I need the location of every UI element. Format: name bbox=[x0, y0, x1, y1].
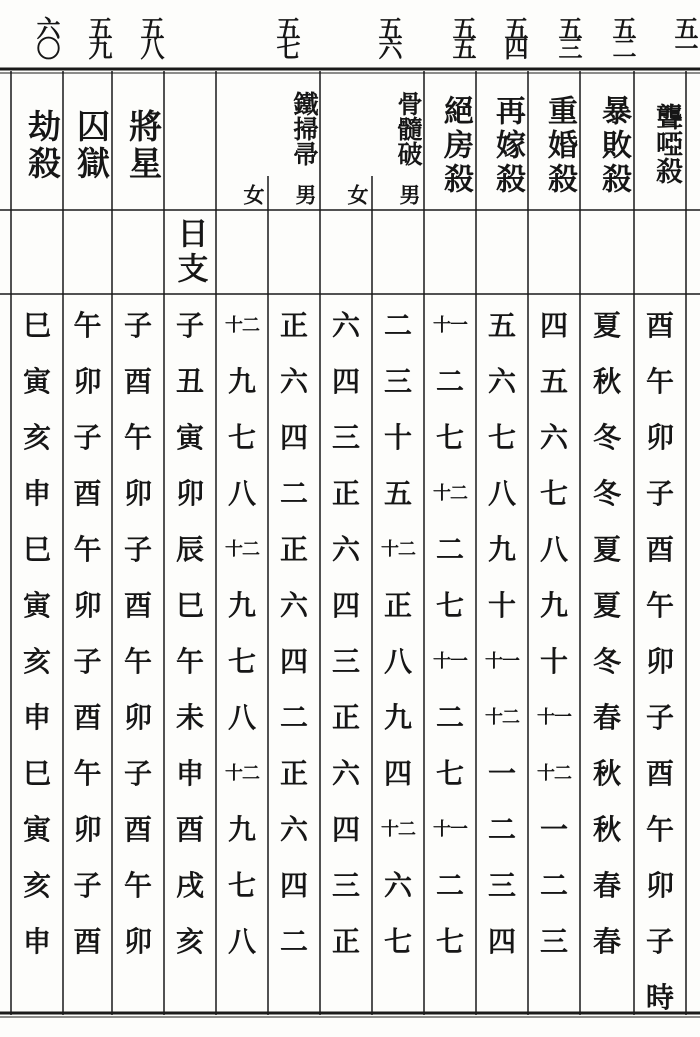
table-cell: 寅 bbox=[22, 365, 51, 398]
table-cell: 十二 bbox=[225, 539, 259, 560]
table-cell: 九 bbox=[539, 589, 568, 622]
table-cell: 卯 bbox=[645, 421, 674, 454]
table-cell: 巳 bbox=[22, 757, 51, 790]
table-cell: 辰 bbox=[175, 533, 204, 566]
header-male: 男 bbox=[397, 183, 422, 205]
table-cell: 二 bbox=[279, 925, 308, 958]
table-cell: 四 bbox=[331, 589, 360, 622]
table-cell: 戌 bbox=[175, 869, 204, 902]
header-juefangsha: 絕房殺 bbox=[438, 95, 473, 197]
column-number: 五五 bbox=[448, 16, 477, 56]
table-cell: 八 bbox=[227, 701, 256, 734]
table-cell: 六 bbox=[331, 757, 360, 790]
table-cell: 七 bbox=[435, 925, 464, 958]
table-cell: 午 bbox=[123, 645, 152, 678]
table-cell: 春 bbox=[592, 701, 621, 734]
table-cell: 夏 bbox=[592, 533, 621, 566]
table-cell: 十一 bbox=[433, 315, 467, 336]
table-cell: 四 bbox=[487, 925, 516, 958]
table-cell: 酉 bbox=[73, 701, 102, 734]
table-cell: 正 bbox=[331, 925, 360, 958]
table-cell bbox=[268, 968, 320, 1024]
table-cell: 卯 bbox=[73, 813, 102, 846]
table-cell: 五 bbox=[539, 365, 568, 398]
table-cell: 正 bbox=[279, 309, 308, 342]
table-cell: 一 bbox=[539, 813, 568, 846]
table-cell: 子 bbox=[73, 421, 102, 454]
table-cell: 申 bbox=[22, 925, 51, 958]
table-cell: 三 bbox=[539, 925, 568, 958]
table-cell: 十 bbox=[383, 421, 412, 454]
table-cell: 六 bbox=[279, 365, 308, 398]
table-cell: 二 bbox=[487, 813, 516, 846]
table-cell: 寅 bbox=[175, 421, 204, 454]
table-cell: 夏 bbox=[592, 309, 621, 342]
table-cell: 三 bbox=[331, 645, 360, 678]
table-cell bbox=[528, 968, 580, 1024]
header-jiangxing: 將星 bbox=[124, 109, 163, 183]
table-cell: 酉 bbox=[645, 757, 674, 790]
table-cell: 二 bbox=[279, 477, 308, 510]
table-cell bbox=[112, 968, 164, 1024]
table-cell: 卯 bbox=[123, 477, 152, 510]
table-cell bbox=[580, 968, 634, 1024]
table-cell: 巳 bbox=[22, 309, 51, 342]
table-cell: 寅 bbox=[22, 589, 51, 622]
table-cell: 五 bbox=[383, 477, 412, 510]
table-cell: 酉 bbox=[123, 813, 152, 846]
header-qiuyu: 囚獄 bbox=[72, 109, 111, 183]
table-cell: 八 bbox=[383, 645, 412, 678]
table-cell: 午 bbox=[175, 645, 204, 678]
table-cell: 正 bbox=[331, 477, 360, 510]
table-cell: 九 bbox=[227, 589, 256, 622]
table-cell: 七 bbox=[487, 421, 516, 454]
table-cell: 十二 bbox=[225, 763, 259, 784]
table-cell: 冬 bbox=[592, 421, 621, 454]
header-gusuipo: 骨髓破 bbox=[394, 90, 423, 166]
header-zaijiasha: 再嫁殺 bbox=[490, 95, 525, 197]
table-cell: 二 bbox=[539, 869, 568, 902]
table-cell: 二 bbox=[279, 701, 308, 734]
column-number: 五四 bbox=[500, 16, 529, 56]
table-cell: 卯 bbox=[175, 477, 204, 510]
table-cell: 六 bbox=[331, 533, 360, 566]
table-cell: 酉 bbox=[175, 813, 204, 846]
table-cell: 二 bbox=[435, 701, 464, 734]
table-cell: 春 bbox=[592, 925, 621, 958]
column-number: 六〇 bbox=[32, 16, 61, 56]
table-cell: 二 bbox=[435, 365, 464, 398]
table-cell: 卯 bbox=[73, 589, 102, 622]
table-cell: 子 bbox=[73, 869, 102, 902]
table-cell: 午 bbox=[73, 533, 102, 566]
table-cell bbox=[424, 968, 476, 1024]
table-cell: 七 bbox=[227, 645, 256, 678]
table-cell: 子 bbox=[175, 309, 204, 342]
table-cell: 午 bbox=[645, 813, 674, 846]
table-cell: 丑 bbox=[175, 365, 204, 398]
table-cell: 亥 bbox=[22, 645, 51, 678]
table-cell: 正 bbox=[279, 757, 308, 790]
table-cell: 亥 bbox=[22, 869, 51, 902]
table-cell: 酉 bbox=[123, 365, 152, 398]
table-cell: 午 bbox=[645, 589, 674, 622]
header-baobaisha: 暴敗殺 bbox=[596, 95, 631, 197]
table-cell: 十一 bbox=[485, 651, 519, 672]
header-longyasha: 聾啞殺 bbox=[651, 102, 682, 184]
table-cell: 午 bbox=[645, 365, 674, 398]
table-cell: 午 bbox=[123, 421, 152, 454]
table-cell: 七 bbox=[435, 589, 464, 622]
header-tiesaozhou: 鐵掃帚 bbox=[290, 90, 319, 166]
table-cell: 六 bbox=[539, 421, 568, 454]
table-cell bbox=[63, 968, 112, 1024]
table-cell: 九 bbox=[487, 533, 516, 566]
table-cell: 八 bbox=[539, 533, 568, 566]
table-cell: 午 bbox=[73, 757, 102, 790]
header-female: 女 bbox=[345, 183, 370, 205]
table-cell: 九 bbox=[383, 701, 412, 734]
table-cell: 申 bbox=[22, 701, 51, 734]
table-cell: 七 bbox=[539, 477, 568, 510]
table-cell: 酉 bbox=[645, 309, 674, 342]
table-cell: 五 bbox=[487, 309, 516, 342]
table-cell: 十 bbox=[539, 645, 568, 678]
table-cell bbox=[476, 968, 528, 1024]
table-cell: 申 bbox=[22, 477, 51, 510]
table-cell: 子 bbox=[123, 533, 152, 566]
table-cell: 三 bbox=[331, 421, 360, 454]
table-cell: 七 bbox=[435, 757, 464, 790]
table-cell: 六 bbox=[279, 589, 308, 622]
table-cell: 正 bbox=[331, 701, 360, 734]
table-cell: 三 bbox=[383, 365, 412, 398]
table-cell: 九 bbox=[227, 813, 256, 846]
table-cell: 二 bbox=[383, 309, 412, 342]
table-cell: 四 bbox=[279, 421, 308, 454]
table-cell: 十二 bbox=[381, 539, 415, 560]
table-cell: 午 bbox=[73, 309, 102, 342]
table-cell bbox=[11, 968, 63, 1024]
table-cell: 亥 bbox=[175, 925, 204, 958]
table-cell: 十一 bbox=[433, 651, 467, 672]
table-cell: 六 bbox=[331, 309, 360, 342]
table-cell: 九 bbox=[227, 365, 256, 398]
table-cell: 酉 bbox=[645, 533, 674, 566]
column-number: 五三 bbox=[554, 16, 583, 56]
table-cell: 七 bbox=[435, 421, 464, 454]
table-cell: 子 bbox=[645, 925, 674, 958]
table-cell: 四 bbox=[279, 869, 308, 902]
column-number: 五八 bbox=[136, 16, 165, 56]
table-cell: 寅 bbox=[22, 813, 51, 846]
table-cell: 一 bbox=[487, 757, 516, 790]
table-cell: 酉 bbox=[73, 477, 102, 510]
table-cell: 十二 bbox=[381, 819, 415, 840]
column-number: 五六 bbox=[374, 16, 403, 56]
table-cell: 十一 bbox=[433, 819, 467, 840]
table-cell: 子 bbox=[645, 701, 674, 734]
table-cell bbox=[372, 968, 424, 1024]
table-cell: 秋 bbox=[592, 365, 621, 398]
table-cell: 卯 bbox=[645, 645, 674, 678]
table-cell: 時 bbox=[645, 981, 674, 1014]
table-cell: 二 bbox=[435, 869, 464, 902]
table-cell: 十二 bbox=[537, 763, 571, 784]
table-cell: 申 bbox=[175, 757, 204, 790]
table-cell: 巳 bbox=[22, 533, 51, 566]
table-cell: 正 bbox=[383, 589, 412, 622]
header-jiesha: 劫殺 bbox=[23, 109, 62, 183]
table-cell: 秋 bbox=[592, 813, 621, 846]
table-cell: 十二 bbox=[225, 315, 259, 336]
header-female: 女 bbox=[241, 183, 266, 205]
table-cell: 巳 bbox=[175, 589, 204, 622]
table-cell bbox=[216, 968, 268, 1024]
table-cell: 八 bbox=[227, 477, 256, 510]
table-cell: 四 bbox=[383, 757, 412, 790]
table-cell: 十一 bbox=[537, 707, 571, 728]
table-cell: 冬 bbox=[592, 477, 621, 510]
column-number: 五九 bbox=[84, 16, 113, 56]
table-cell: 正 bbox=[279, 533, 308, 566]
table-cell: 未 bbox=[175, 701, 204, 734]
table-cell: 春 bbox=[592, 869, 621, 902]
table-cell: 四 bbox=[539, 309, 568, 342]
table-cell: 子 bbox=[73, 645, 102, 678]
table-cell: 十二 bbox=[433, 483, 467, 504]
table-cell: 四 bbox=[331, 813, 360, 846]
header-male: 男 bbox=[293, 183, 318, 205]
ri-zhi-label: 日支 bbox=[171, 217, 208, 287]
table-cell: 卯 bbox=[123, 701, 152, 734]
table-cell: 十二 bbox=[485, 707, 519, 728]
table-cell: 七 bbox=[383, 925, 412, 958]
table-cell: 子 bbox=[123, 309, 152, 342]
table-cell: 夏 bbox=[592, 589, 621, 622]
table-cell: 午 bbox=[123, 869, 152, 902]
header-chonghunsha: 重婚殺 bbox=[542, 95, 577, 197]
table-cell: 六 bbox=[383, 869, 412, 902]
table-cell: 酉 bbox=[73, 925, 102, 958]
table-cell: 三 bbox=[331, 869, 360, 902]
table-cell: 十 bbox=[487, 589, 516, 622]
column-number: 五七 bbox=[272, 16, 301, 56]
table-cell: 四 bbox=[279, 645, 308, 678]
column-number: 五二 bbox=[608, 16, 637, 56]
table-cell: 子 bbox=[123, 757, 152, 790]
table-cell: 卯 bbox=[123, 925, 152, 958]
table-cell: 七 bbox=[227, 421, 256, 454]
column-number: 五一 bbox=[670, 16, 699, 56]
table-cell: 亥 bbox=[22, 421, 51, 454]
table-cell bbox=[320, 968, 372, 1024]
table-cell: 二 bbox=[435, 533, 464, 566]
table-cell: 秋 bbox=[592, 757, 621, 790]
table-cell: 八 bbox=[487, 477, 516, 510]
table-cell: 八 bbox=[227, 925, 256, 958]
table-cell: 三 bbox=[487, 869, 516, 902]
table-cell: 六 bbox=[487, 365, 516, 398]
table-cell: 冬 bbox=[592, 645, 621, 678]
table-cell: 四 bbox=[331, 365, 360, 398]
table-cell: 卯 bbox=[73, 365, 102, 398]
table-cell: 子 bbox=[645, 477, 674, 510]
table-cell bbox=[164, 968, 216, 1024]
table-cell: 卯 bbox=[645, 869, 674, 902]
table-cell: 酉 bbox=[123, 589, 152, 622]
table-cell: 六 bbox=[279, 813, 308, 846]
table-cell: 七 bbox=[227, 869, 256, 902]
